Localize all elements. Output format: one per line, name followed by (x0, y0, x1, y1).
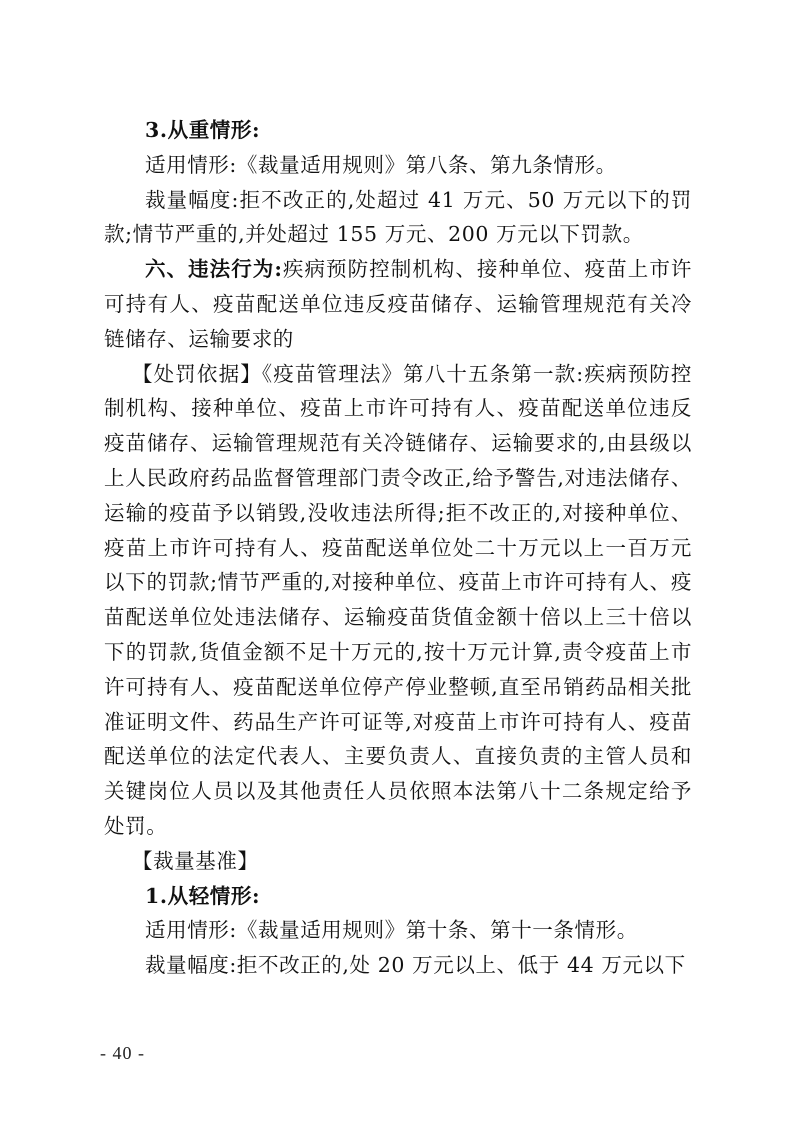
applicable-situation-light: 适用情形:《裁量适用规则》第十条、第十一条情形。 (145, 918, 638, 943)
section-heading-heavy: 3.从重情形: (145, 118, 261, 142)
applicable-situation-heavy: 适用情形:《裁量适用规则》第八条、第九条情形。 (145, 152, 617, 177)
discretion-range-heavy: 裁量幅度:拒不改正的,处超过 41 万元、50 万元以下的罚款;情节严重的,并处超过 155 万元、200 万元以下罚款。 (104, 187, 692, 247)
page-number: - 40 - (100, 1043, 145, 1063)
section-heading-light: 1.从轻情形: (145, 883, 261, 908)
standard-label: 【裁量基准】 (132, 848, 259, 873)
violation-text: 疾病预防控制机构、接种单位、疫苗上市许可持有人、疫苗配送单位违反疫苗储存、运输管理规范有关冷链储存、运输要求的 (104, 257, 692, 351)
violation-label: 六、违法行为: (145, 257, 283, 282)
discretion-range-light: 裁量幅度:拒不改正的,处 20 万元以上、低于 44 万元以下 (145, 953, 686, 978)
penalty-basis: 【处罚依据】《疫苗管理法》第八十五条第一款:疾病预防控制机构、接种单位、疫苗上市许可持有人、疫苗配送单位违反疫苗储存、运输管理规范有关冷链储存、运输要求的,由县级以上人民政府药品监督管理部门责令改正,给予警告,对违法储存、运输的疫苗予以销毁,没收违法所得;拒不改正的,对接种单位、疫苗上市许可持有人、疫苗配送单位处二十万元以上一百万元以下的罚款;情节严重的,对接种单位、疫苗上市许可持有人、疫苗配送单位处违法储存、运输疫苗货值金额十倍以上三十倍以下的罚款,货值金额不足十万元的,按十万元计算,责令疫苗上市许可持有人、疫苗配送单位停产停业整顿,直至吊销药品相关批准证明文件、药品生产许可证等,对疫苗上市许可持有人、疫苗配送单位的法定代表人、主要负责人、直接负责的主管人员和关键岗位人员以及其他责任人员依照本法第八十二条规定给予处罚。 (104, 361, 692, 838)
document-body (104, 113, 692, 983)
violation-paragraph (104, 252, 692, 356)
